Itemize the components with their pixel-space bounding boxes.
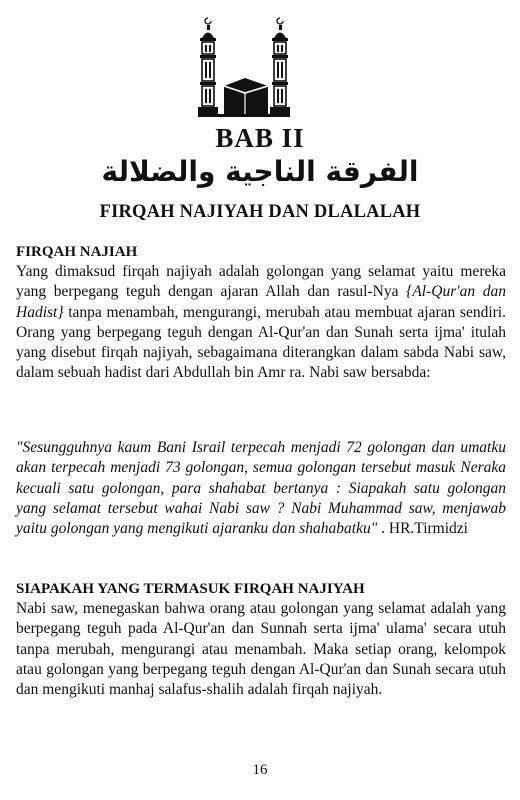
paragraph-text: Yang dimaksud firqah najiyah adalah golongan yang selamat yaitu mereka yang berpegang teguh dengan ajaran Allah dan rasul-Nya bbox=[16, 263, 506, 301]
left-minaret-icon bbox=[198, 18, 218, 117]
paragraph-text-cont: tanpa menambah, mengurangi, merubah atau membuat ajaran sendiri. Orang yang berpegang teguh dengan Al-Qur'an dan Sunah serta ijma' itulah yang disebut firqah najiyah, sebagaimana diterangkan dalam sabda Nabi saw, dalam sebuah hadist dari Abdullah bin Amr ra. Nabi saw bersabda: bbox=[16, 303, 506, 382]
hadith-source: . HR.Tirmidzi bbox=[377, 520, 468, 538]
section-heading: SIAPAKAH YANG TERMASUK FIRQAH NAJIYAH bbox=[16, 581, 365, 597]
section-paragraph: Nabi saw, menegaskan bahwa orang atau golongan yang selamat adalah yang berpegang teguh pada Al-Qur'an dan Sunnah serta ijma' ulama' secara utuh tanpa merubah, mengurangi atau menambah. Maka setiap orang, kelompok atau golongan yang berpegang teguh dengan Al-Qur'an dan Sunah secara utuh dan mengikuti manhaj salafus-shalih adalah firqah najiyah. bbox=[16, 600, 506, 699]
section-firqah-najiah bbox=[16, 243, 506, 384]
right-minaret-icon bbox=[270, 18, 290, 117]
section-siapakah bbox=[16, 580, 506, 700]
hadith-quote bbox=[16, 438, 506, 539]
kaaba-icon bbox=[218, 78, 274, 117]
chapter-label: BAB II bbox=[215, 123, 305, 153]
section-heading: FIRQAH NAJIAH bbox=[16, 244, 138, 260]
paragraph-italic-text: {Al-Qur'an dan Hadist} bbox=[16, 283, 506, 321]
mosque-kaaba-icon bbox=[190, 16, 300, 118]
hadith-quote-text: "Sesungguhnya kaum Bani Israil terpecah menjadi 72 golongan dan umatku akan terpecah menjadi 73 golongan, semua golongan tersebut masuk Neraka kecuali satu golongan, para shahabat bertanya : Siapakah satu golongan yang selamat tersebut wahai Nabi saw ? Nabi Muhammad saw, menjawab yaitu golongan yang mengikuti ajaranku dan shahabatku" bbox=[16, 439, 506, 538]
page-number: 16 bbox=[252, 762, 268, 778]
section-paragraph bbox=[16, 262, 506, 384]
arabic-title: الفرقة الناجية والضلالة bbox=[101, 155, 419, 188]
chapter-title: FIRQAH NAJIYAH DAN DLALALAH bbox=[99, 202, 421, 222]
